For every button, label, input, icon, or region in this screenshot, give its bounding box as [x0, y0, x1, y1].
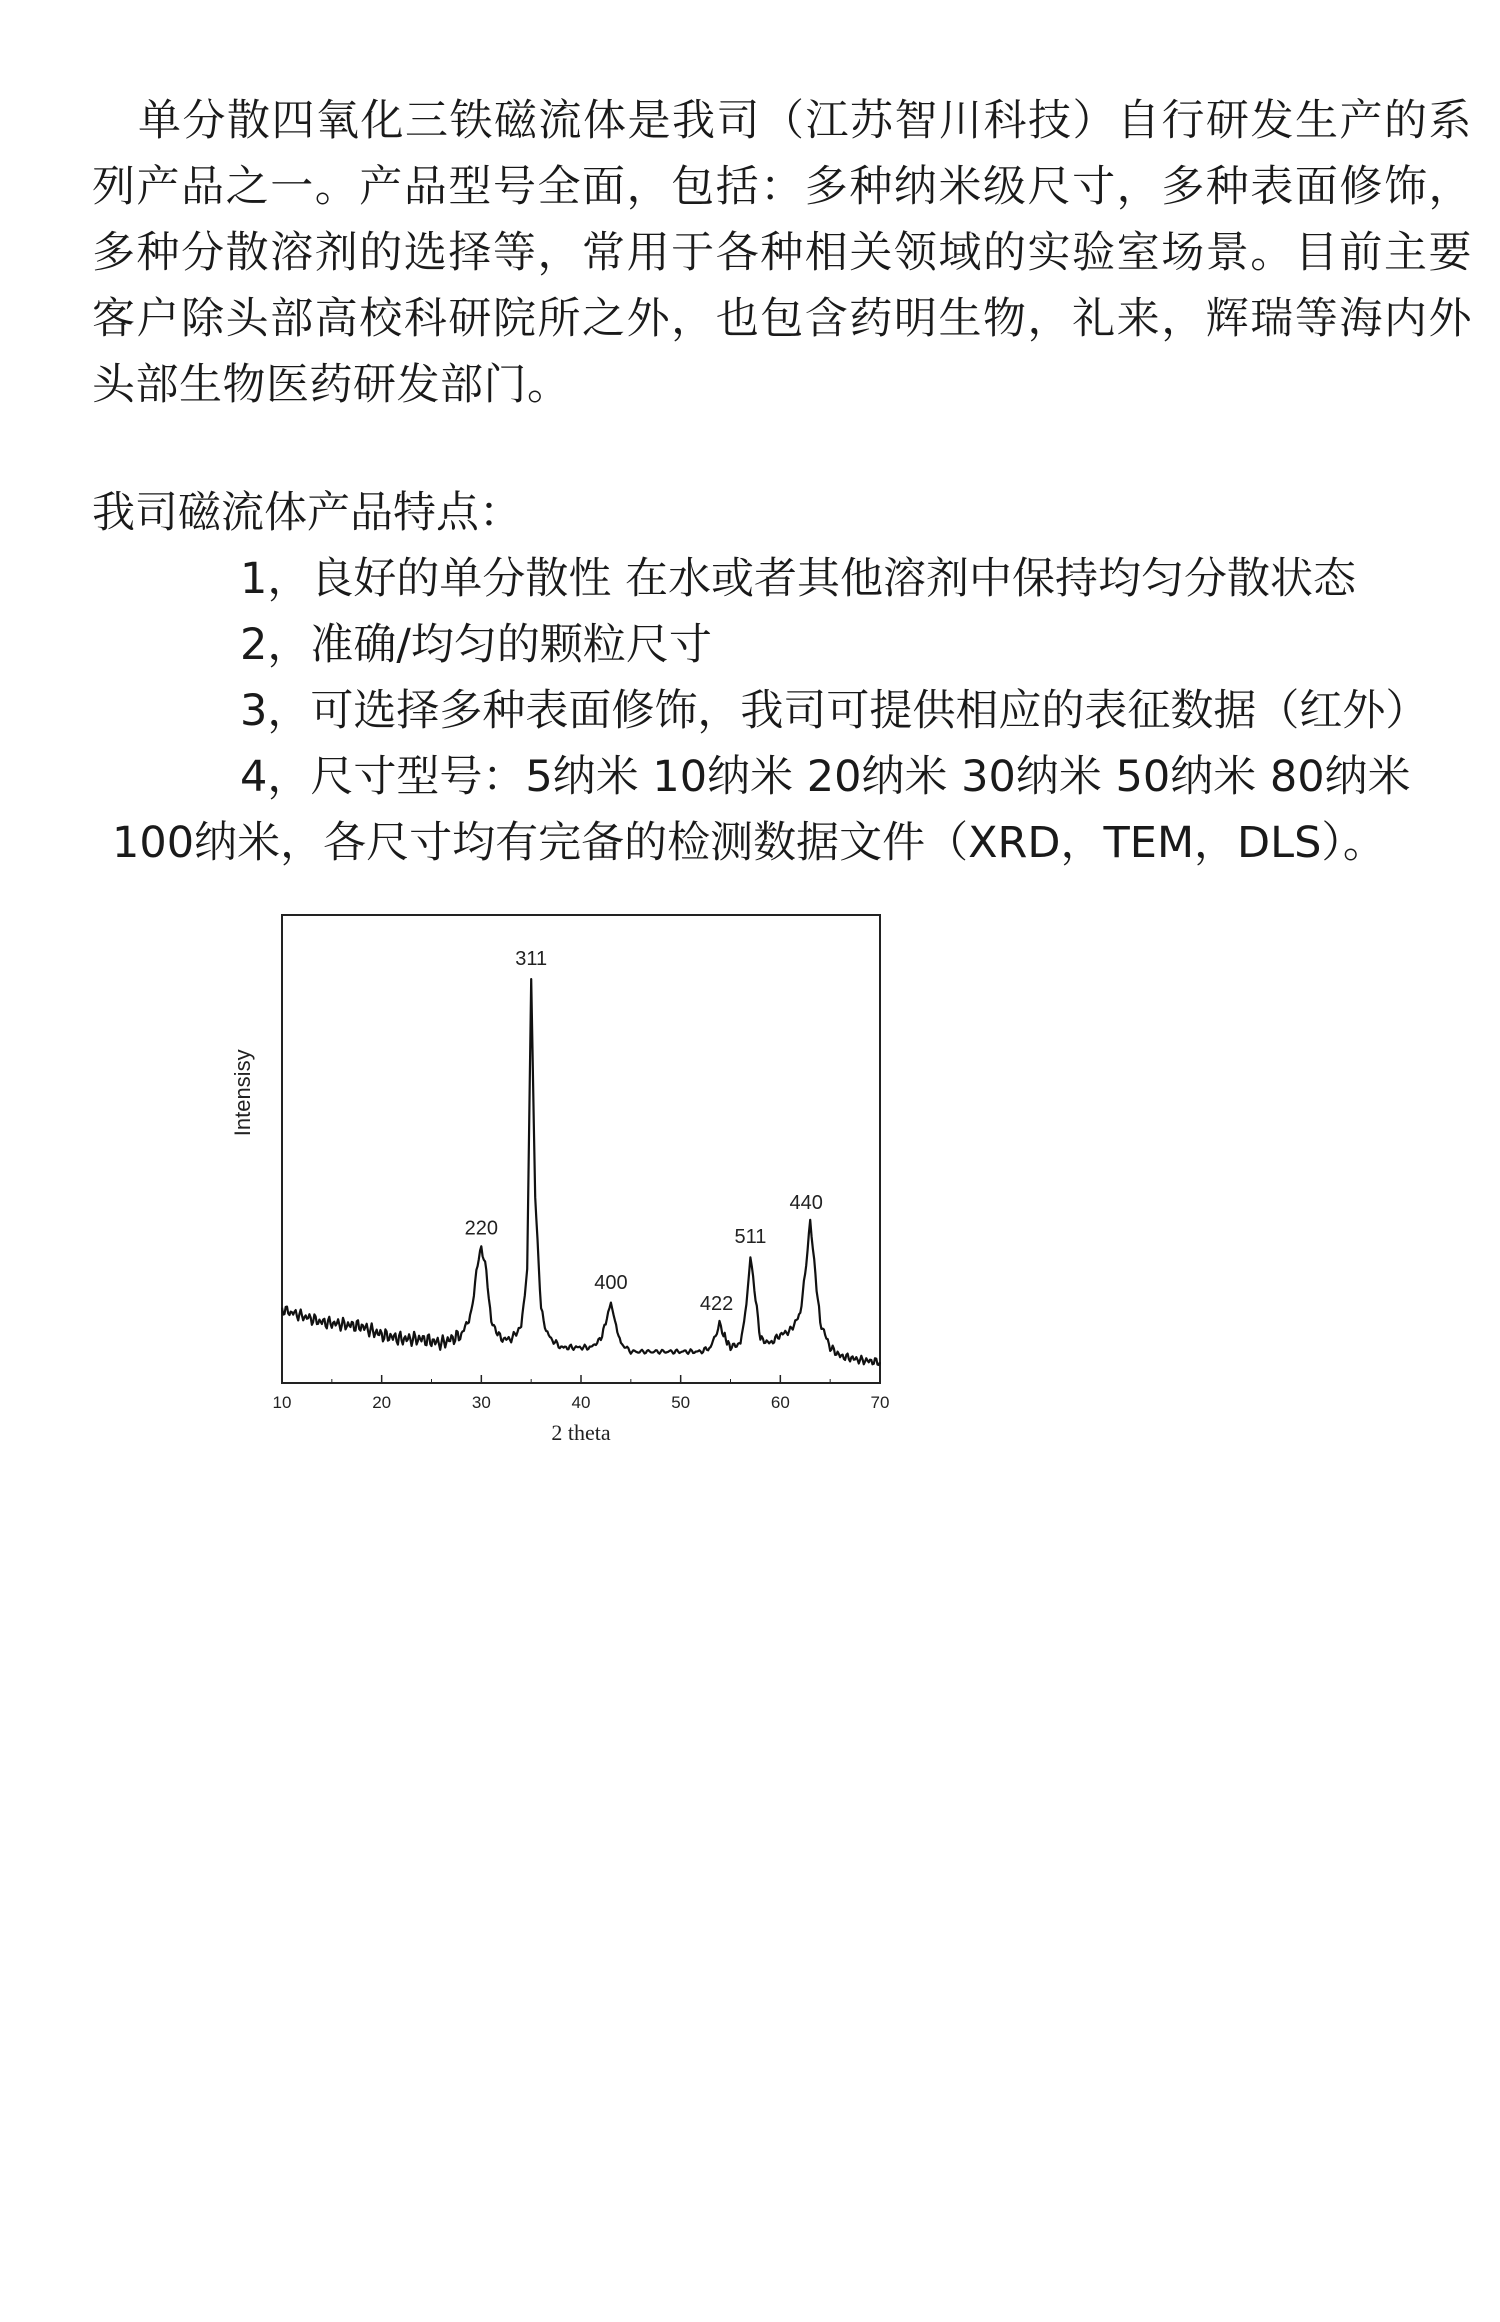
peak-label-220: 220 — [464, 1217, 499, 1240]
feature-item-1: 1，良好的单分散性 在水或者其他溶剂中保持均匀分散状态 — [240, 554, 1357, 604]
x-tick-label: 60 — [770, 1393, 790, 1412]
x-tick-label: 30 — [471, 1393, 491, 1412]
xrd-chart-svg — [220, 900, 910, 1480]
xrd-chart — [220, 900, 910, 1480]
x-axis-label: 2 theta — [551, 1420, 611, 1445]
peak-label-400: 400 — [594, 1272, 628, 1295]
peak-label-311: 311 — [515, 947, 548, 970]
x-tick-label: 10 — [272, 1393, 292, 1412]
peak-label-422: 422 — [699, 1293, 734, 1316]
y-axis-label: Intensisy — [230, 1049, 255, 1137]
feature-item-3: 3，可选择多种表面修饰，我司可提供相应的表征数据（红外） — [240, 686, 1429, 736]
x-tick-label: 70 — [870, 1393, 890, 1412]
peak-label-511: 511 — [734, 1225, 767, 1248]
feature-item-4: 4，尺寸型号：5纳米 10纳米 20纳米 30纳米 50纳米 80纳米 — [240, 752, 1411, 802]
x-tick-label: 40 — [571, 1393, 591, 1412]
x-tick-label: 50 — [671, 1393, 691, 1412]
x-tick-label: 20 — [372, 1393, 392, 1412]
plot-frame — [282, 915, 880, 1383]
intro-block — [92, 88, 1472, 418]
xrd-series-line — [282, 979, 880, 1365]
feature-item-4-continued: 100纳米，各尺寸均有完备的检测数据文件（XRD，TEM，DLS）。 — [112, 818, 1386, 868]
features-heading: 我司磁流体产品特点： — [92, 488, 522, 538]
intro-paragraph: 单分散四氧化三铁磁流体是我司（江苏智川科技）自行研发生产的系列产品之一。产品型号全面，包括：多种纳米级尺寸，多种表面修饰，多种分散溶剂的选择等，常用于各种相关领域的实验室场景。目前主要客户除头部高校科研院所之外，也包含药明生物，礼来，辉瑞等海内外头部生物医药研发部门。 — [92, 96, 1472, 410]
peak-label-440: 440 — [789, 1192, 823, 1215]
feature-item-2: 2，准确/均匀的颗粒尺寸 — [240, 620, 712, 670]
